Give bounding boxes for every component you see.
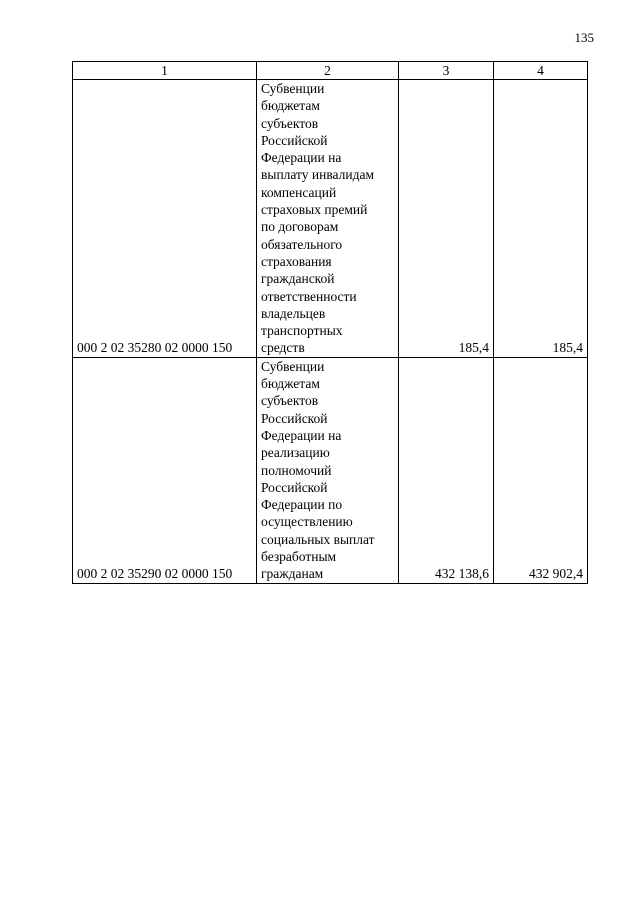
description-cell (257, 80, 399, 358)
description-line: ответственности (261, 288, 357, 304)
description-line: бюджетам (261, 98, 320, 114)
description-line: гражданам (261, 566, 324, 582)
page-number: 135 (574, 30, 594, 45)
description-line: Российской (261, 479, 328, 495)
description-line: Федерации по (261, 497, 343, 513)
description-line: социальных выплат (261, 531, 375, 547)
value-cell-col4: 185,4 (494, 80, 588, 358)
description-line: безработным (261, 549, 337, 565)
description-line: Российской (261, 410, 328, 426)
description-line: Федерации на (261, 427, 342, 443)
column-header-1: 1 (73, 62, 257, 80)
table-row (73, 357, 588, 583)
value-cell-col4: 432 902,4 (494, 357, 588, 583)
description-line: транспортных (261, 323, 343, 339)
description-line: компенсаций (261, 184, 337, 200)
description-line: Российской (261, 132, 328, 148)
description-line: средств (261, 340, 305, 356)
description-line: страхования (261, 253, 332, 269)
description-line: реализацию (261, 445, 330, 461)
header-row (73, 62, 588, 80)
budget-code-cell: 000 2 02 35280 02 0000 150 (73, 80, 257, 358)
table-row (73, 80, 588, 358)
description-line: Субвенции (261, 81, 325, 96)
description-line: выплату инвалидам (261, 167, 375, 183)
description-line: обязательного (261, 236, 343, 252)
description-line: субъектов (261, 115, 319, 131)
column-header-4: 4 (494, 62, 588, 80)
description-line: гражданской (261, 271, 335, 287)
column-header-2: 2 (257, 62, 399, 80)
description-cell (257, 357, 399, 583)
value-cell-col3: 185,4 (399, 80, 494, 358)
description-line: полномочий (261, 462, 332, 478)
description-line: осуществлению (261, 514, 353, 530)
description-line: Федерации на (261, 150, 342, 166)
column-header-3: 3 (399, 62, 494, 80)
description-line: бюджетам (261, 376, 320, 392)
description-line: по договорам (261, 219, 339, 235)
budget-code-cell: 000 2 02 35290 02 0000 150 (73, 357, 257, 583)
description-line: Субвенции (261, 358, 325, 374)
budget-table (72, 61, 588, 584)
description-line: субъектов (261, 393, 319, 409)
value-cell-col3: 432 138,6 (399, 357, 494, 583)
description-line: страховых премий (261, 202, 368, 218)
description-line: владельцев (261, 305, 326, 321)
